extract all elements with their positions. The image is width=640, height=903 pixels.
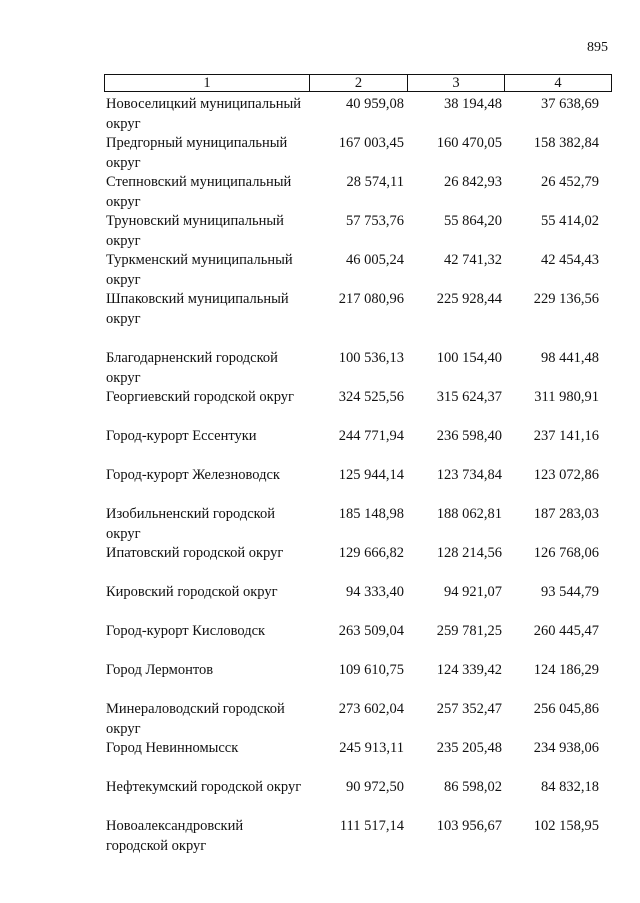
row-value-col3: 124 339,42 [436,662,502,678]
row-value-col3: 94 921,07 [444,584,502,600]
page-number: 895 [587,40,608,55]
row-value-col4: 123 072,86 [533,467,599,483]
table-row [0,505,640,544]
row-value-col3: 315 624,37 [436,389,502,405]
row-value-col2: 324 525,56 [338,389,404,405]
row-value-col4: 229 136,56 [533,291,599,307]
row-value-col3: 100 154,40 [436,350,502,366]
row-value-col3: 235 205,48 [436,740,502,756]
row-name: Город Лермонтов [106,662,214,678]
row-value-col2: 273 602,04 [338,701,404,717]
row-value-col2: 94 333,40 [346,584,404,600]
row-name: Степновский муниципальный округ [106,174,292,210]
table-header [104,74,612,92]
row-value-col3: 38 194,48 [444,96,502,112]
table-body [0,95,640,856]
table-row [0,212,640,251]
row-value-col2: 100 536,13 [338,350,404,366]
row-value-col2: 40 959,08 [346,96,404,112]
row-value-col3: 259 781,25 [436,623,502,639]
table-row [0,544,640,583]
row-name: Нефтекумский городской округ [106,779,302,795]
row-value-col3: 86 598,02 [444,779,502,795]
row-value-col4: 260 445,47 [533,623,599,639]
row-name: Город-курорт Кисловодск [106,623,266,639]
row-value-col4: 98 441,48 [541,350,599,366]
row-value-col2: 129 666,82 [338,545,404,561]
row-value-col4: 55 414,02 [541,213,599,229]
row-value-col3: 225 928,44 [436,291,502,307]
row-value-col2: 185 148,98 [338,506,404,522]
table-row [0,95,640,134]
row-name: Город-курорт Ессентуки [106,428,257,444]
column-header-4: 4 [504,75,611,91]
row-value-col3: 257 352,47 [436,701,502,717]
row-value-col2: 90 972,50 [346,779,404,795]
table-row [0,583,640,622]
row-value-col4: 42 454,43 [541,252,599,268]
row-name: Туркменский муниципальный округ [106,252,293,288]
row-value-col4: 187 283,03 [533,506,599,522]
row-value-col3: 236 598,40 [436,428,502,444]
row-value-col4: 37 638,69 [541,96,599,112]
row-value-col3: 42 741,32 [444,252,502,268]
row-name: Ипатовский городской округ [106,545,284,561]
row-value-col2: 109 610,75 [338,662,404,678]
row-value-col3: 55 864,20 [444,213,502,229]
row-value-col4: 93 544,79 [541,584,599,600]
row-value-col4: 237 141,16 [533,428,599,444]
table-row [0,290,640,329]
row-value-col4: 311 980,91 [534,389,599,405]
row-name: Новоселицкий муниципальный округ [106,96,301,132]
row-name: Георгиевский городской округ [106,389,294,405]
table-row [0,173,640,212]
table-row [0,661,640,700]
row-value-col2: 244 771,94 [338,428,404,444]
row-name: Шпаковский муниципальный округ [106,291,289,327]
table-row [0,700,640,739]
table-row [0,349,640,388]
table-row [0,466,640,505]
table-row [0,251,640,290]
row-name: Благодарненский городской округ [106,350,278,386]
row-value-col3: 128 214,56 [436,545,502,561]
table-row [0,622,640,661]
row-value-col4: 234 938,06 [533,740,599,756]
row-name: Труновский муниципальный округ [106,213,284,249]
row-name: Новоалександровский городской округ [106,818,244,854]
row-value-col2: 57 753,76 [346,213,404,229]
row-value-col4: 102 158,95 [533,818,599,834]
row-value-col4: 158 382,84 [533,135,599,151]
column-header-1: 1 [203,75,211,91]
table-row [0,134,640,173]
row-name: Город Невинномысск [106,740,239,756]
row-value-col2: 245 913,11 [339,740,404,756]
row-value-col4: 84 832,18 [541,779,599,795]
row-value-col4: 26 452,79 [541,174,599,190]
table-row [0,739,640,778]
table-row [0,388,640,427]
row-value-col2: 217 080,96 [338,291,404,307]
row-value-col3: 26 842,93 [444,174,502,190]
row-value-col3: 160 470,05 [436,135,502,151]
row-name: Минераловодский городской округ [106,701,285,737]
row-value-col2: 111 517,14 [339,818,404,834]
row-name: Кировский городской округ [106,584,278,600]
row-name: Город-курорт Железноводск [106,467,280,483]
row-name: Изобильненский городской округ [106,506,275,542]
row-value-col4: 126 768,06 [533,545,599,561]
row-value-col3: 123 734,84 [436,467,502,483]
row-value-col4: 124 186,29 [533,662,599,678]
table-row [0,817,640,856]
row-value-col3: 188 062,81 [436,506,502,522]
row-value-col2: 263 509,04 [338,623,404,639]
table-row [0,427,640,466]
row-value-col2: 28 574,11 [346,174,404,190]
column-header-2: 2 [309,75,407,91]
row-value-col4: 256 045,86 [533,701,599,717]
column-header-3: 3 [407,75,504,91]
row-value-col2: 167 003,45 [338,135,404,151]
row-name: Предгорный муниципальный округ [106,135,288,171]
row-value-col2: 125 944,14 [338,467,404,483]
row-value-col2: 46 005,24 [346,252,404,268]
row-value-col3: 103 956,67 [436,818,502,834]
table-row [0,778,640,817]
